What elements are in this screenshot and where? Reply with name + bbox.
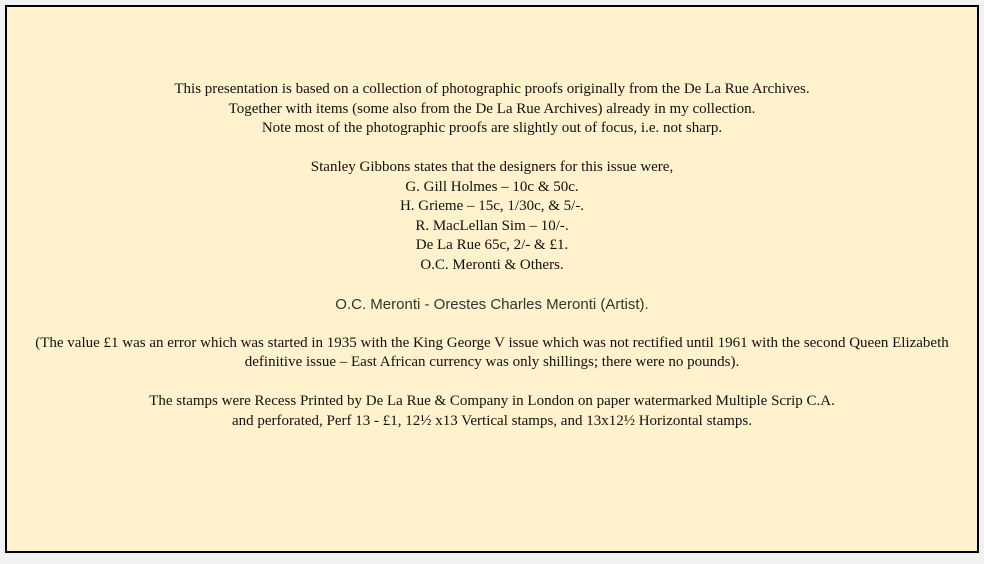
artist-paragraph: [7, 295, 977, 315]
designer-line: G. Gill Holmes – 10c & 50c.: [405, 178, 579, 195]
designers-heading: Stanley Gibbons states that the designers for this issue were,: [310, 159, 674, 175]
designers-paragraph: [7, 158, 977, 275]
text-panel: [5, 5, 979, 553]
value-note: (The value £1 was an error which was started in 1935 with the King George V issue which was not rectified until 1961 with the second Queen Elizabeth definitive issue – East African currency was only shillings; there were no pounds).: [35, 334, 949, 370]
intro-paragraph: [7, 80, 977, 139]
presentation-text: [7, 80, 977, 451]
designer-line: O.C. Meronti & Others.: [420, 256, 564, 273]
designer-line: De La Rue 65c, 2/- & £1.: [415, 237, 569, 253]
printing-line: The stamps were Recess Printed by De La Rue & Company in London on paper watermarked Multiple Scrip C.A.: [149, 393, 835, 409]
printing-paragraph: [7, 392, 977, 431]
printing-line: and perforated, Perf 13 - £1, 12½ x13 Vertical stamps, and 13x12½ Horizontal stamps.: [231, 412, 753, 429]
designer-line: R. MacLellan Sim – 10/-.: [415, 217, 569, 234]
intro-line: This presentation is based on a collection of photographic proofs originally from the De La Rue Archives.: [174, 81, 810, 97]
value-paragraph: [7, 334, 977, 373]
intro-line: Together with items (some also from the De La Rue Archives) already in my collection.: [228, 100, 756, 117]
artist-note: O.C. Meronti - Orestes Charles Meronti (Artist).: [335, 295, 649, 313]
designer-line: H. Grieme – 15c, 1/30c, & 5/-.: [399, 198, 585, 214]
intro-line: Note most of the photographic proofs are slightly out of focus, i.e. not sharp.: [261, 120, 723, 136]
